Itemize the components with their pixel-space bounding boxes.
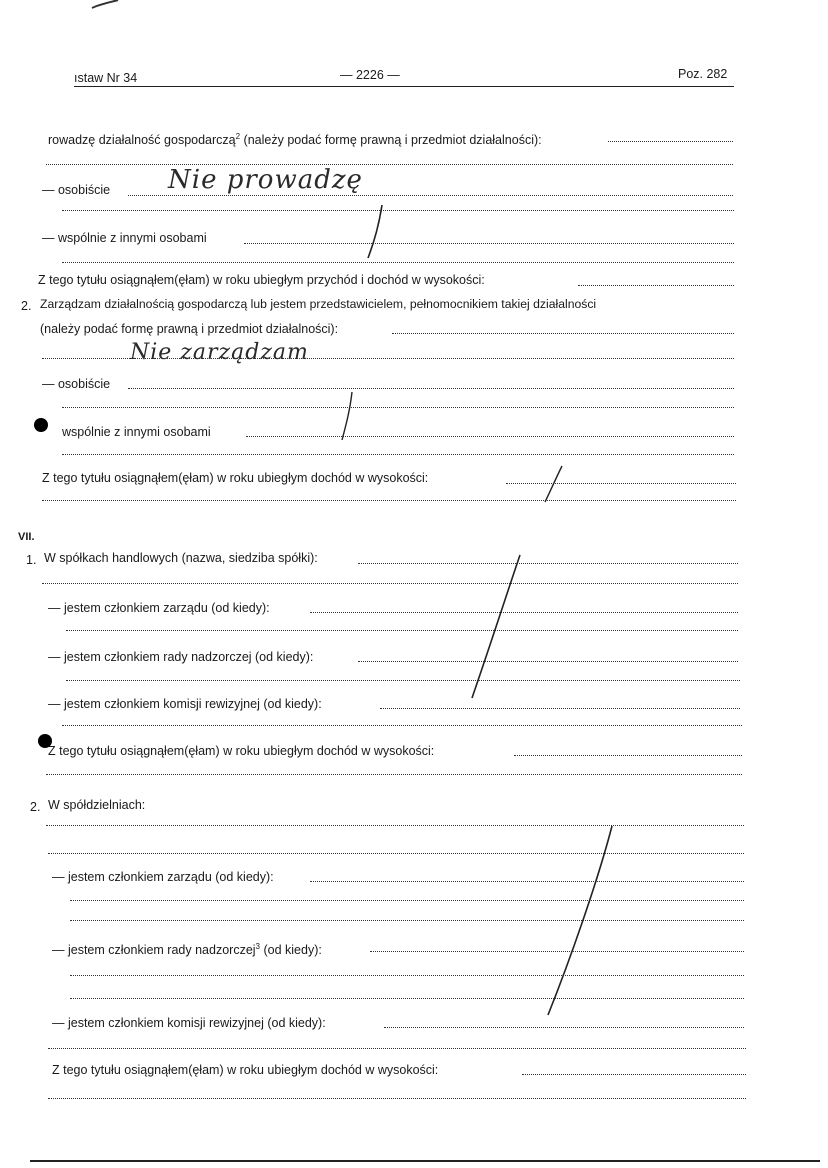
dotted-line (46, 774, 742, 775)
handwritten-answer: Nie zarządzam (130, 340, 309, 365)
s7-item1-supervisory: — jestem członkiem rady nadzorczej (od kiedy): (48, 650, 314, 664)
s6-item2-number: 2. (21, 299, 32, 313)
punch-hole-mark (34, 418, 48, 432)
s7-item1-income: Z tego tytułu osiągnąłem(ęłam) w roku ubiegłym dochód w wysokości: (48, 744, 435, 758)
s7-item2-income: Z tego tytułu osiągnąłem(ęłam) w roku ubiegłym dochód w wysokości: (52, 1063, 439, 1077)
s7-item2-number: 2. (30, 800, 41, 814)
s7-item2-title: W spółdzielniach: (48, 798, 146, 812)
pen-stroke-top-left (92, 0, 118, 8)
dotted-line (70, 920, 744, 921)
dotted-line (46, 164, 733, 165)
dotted-line (42, 500, 736, 501)
dotted-line (48, 853, 744, 854)
s6-item2-joint-label: wspólnie z innymi osobami (62, 425, 211, 439)
section-heading: VII. (18, 531, 35, 543)
dotted-line (70, 975, 744, 976)
dotted-line (128, 195, 733, 196)
dotted-line (608, 141, 733, 142)
page-bottom-edge (30, 1160, 820, 1162)
s6-item2-personal-label: — osobiście (42, 377, 111, 391)
s6-item2-line2: (należy podać formę prawną i przedmiot działalności): (40, 322, 339, 336)
dotted-line (48, 1048, 746, 1049)
dotted-line (506, 483, 736, 484)
s6-item2-income: Z tego tytułu osiągnąłem(ęłam) w roku ubiegłym dochód w wysokości: (42, 471, 429, 485)
pen-stroke-s6-item1 (368, 205, 382, 258)
header-position: Poz. 282 (678, 67, 728, 81)
s7-item2-audit: — jestem członkiem komisji rewizyjnej (od kiedy): (52, 1016, 326, 1030)
dotted-line (42, 358, 734, 359)
dotted-line (42, 583, 738, 584)
dotted-line (128, 388, 734, 389)
s6-item1-joint-label: — wspólnie z innymi osobami (42, 231, 207, 245)
s6-item1-personal-label: — osobiście (42, 183, 111, 197)
dotted-line (370, 951, 744, 952)
dotted-line (62, 262, 734, 263)
dotted-line (62, 407, 734, 408)
dotted-line (244, 243, 734, 244)
dotted-line (66, 630, 738, 631)
dotted-line (62, 725, 742, 726)
dotted-line (578, 285, 734, 286)
s6-item2-line1: Zarządzam działalnością gospodarczą lub jestem przedstawicielem, pełnomocnikiem takiej działalności (40, 297, 597, 311)
dotted-line (48, 1098, 746, 1099)
header-left: ıstaw Nr 34 (74, 71, 138, 85)
s6-item1-intro: rowadzę działalność gospodarczą$^2$ (należy podać formę prawną i przedmiot działalności): (48, 132, 542, 148)
s7-item1-number: 1. (26, 553, 37, 567)
dotted-line (392, 333, 734, 334)
s6-item1-income: Z tego tytułu osiągnąłem(ęłam) w roku ubiegłym przychód i dochód w wysokości: (38, 273, 485, 287)
pen-stroke-s6-income (545, 466, 562, 502)
s7-item2-supervisory: — jestem członkiem rady nadzorczej$^3$ (od kiedy): (52, 942, 322, 958)
dotted-line (310, 612, 738, 613)
dotted-line (246, 436, 734, 437)
pen-stroke-s6-item2 (342, 392, 352, 440)
dotted-line (70, 900, 744, 901)
s7-item1-board: — jestem członkiem zarządu (od kiedy): (48, 601, 270, 615)
dotted-line (310, 881, 744, 882)
dotted-line (380, 708, 740, 709)
handwritten-answer: Nie prowadzę (168, 165, 363, 195)
dotted-line (358, 563, 738, 564)
s7-item1-title: W spółkach handlowych (nazwa, siedziba spółki): (44, 551, 318, 565)
dotted-line (62, 210, 734, 211)
dotted-line (62, 454, 734, 455)
dotted-line (514, 755, 742, 756)
dotted-line (384, 1027, 744, 1028)
s7-item2-board: — jestem członkiem zarządu (od kiedy): (52, 870, 274, 884)
dotted-line (70, 998, 744, 999)
header-page-number: — 2226 — (340, 68, 400, 82)
header-rule (74, 86, 734, 87)
pen-stroke-s7-item1 (472, 555, 520, 698)
dotted-line (66, 680, 740, 681)
s7-item1-audit: — jestem członkiem komisji rewizyjnej (od kiedy): (48, 697, 322, 711)
dotted-line (46, 825, 744, 826)
dotted-line (522, 1074, 746, 1075)
dotted-line (358, 661, 738, 662)
